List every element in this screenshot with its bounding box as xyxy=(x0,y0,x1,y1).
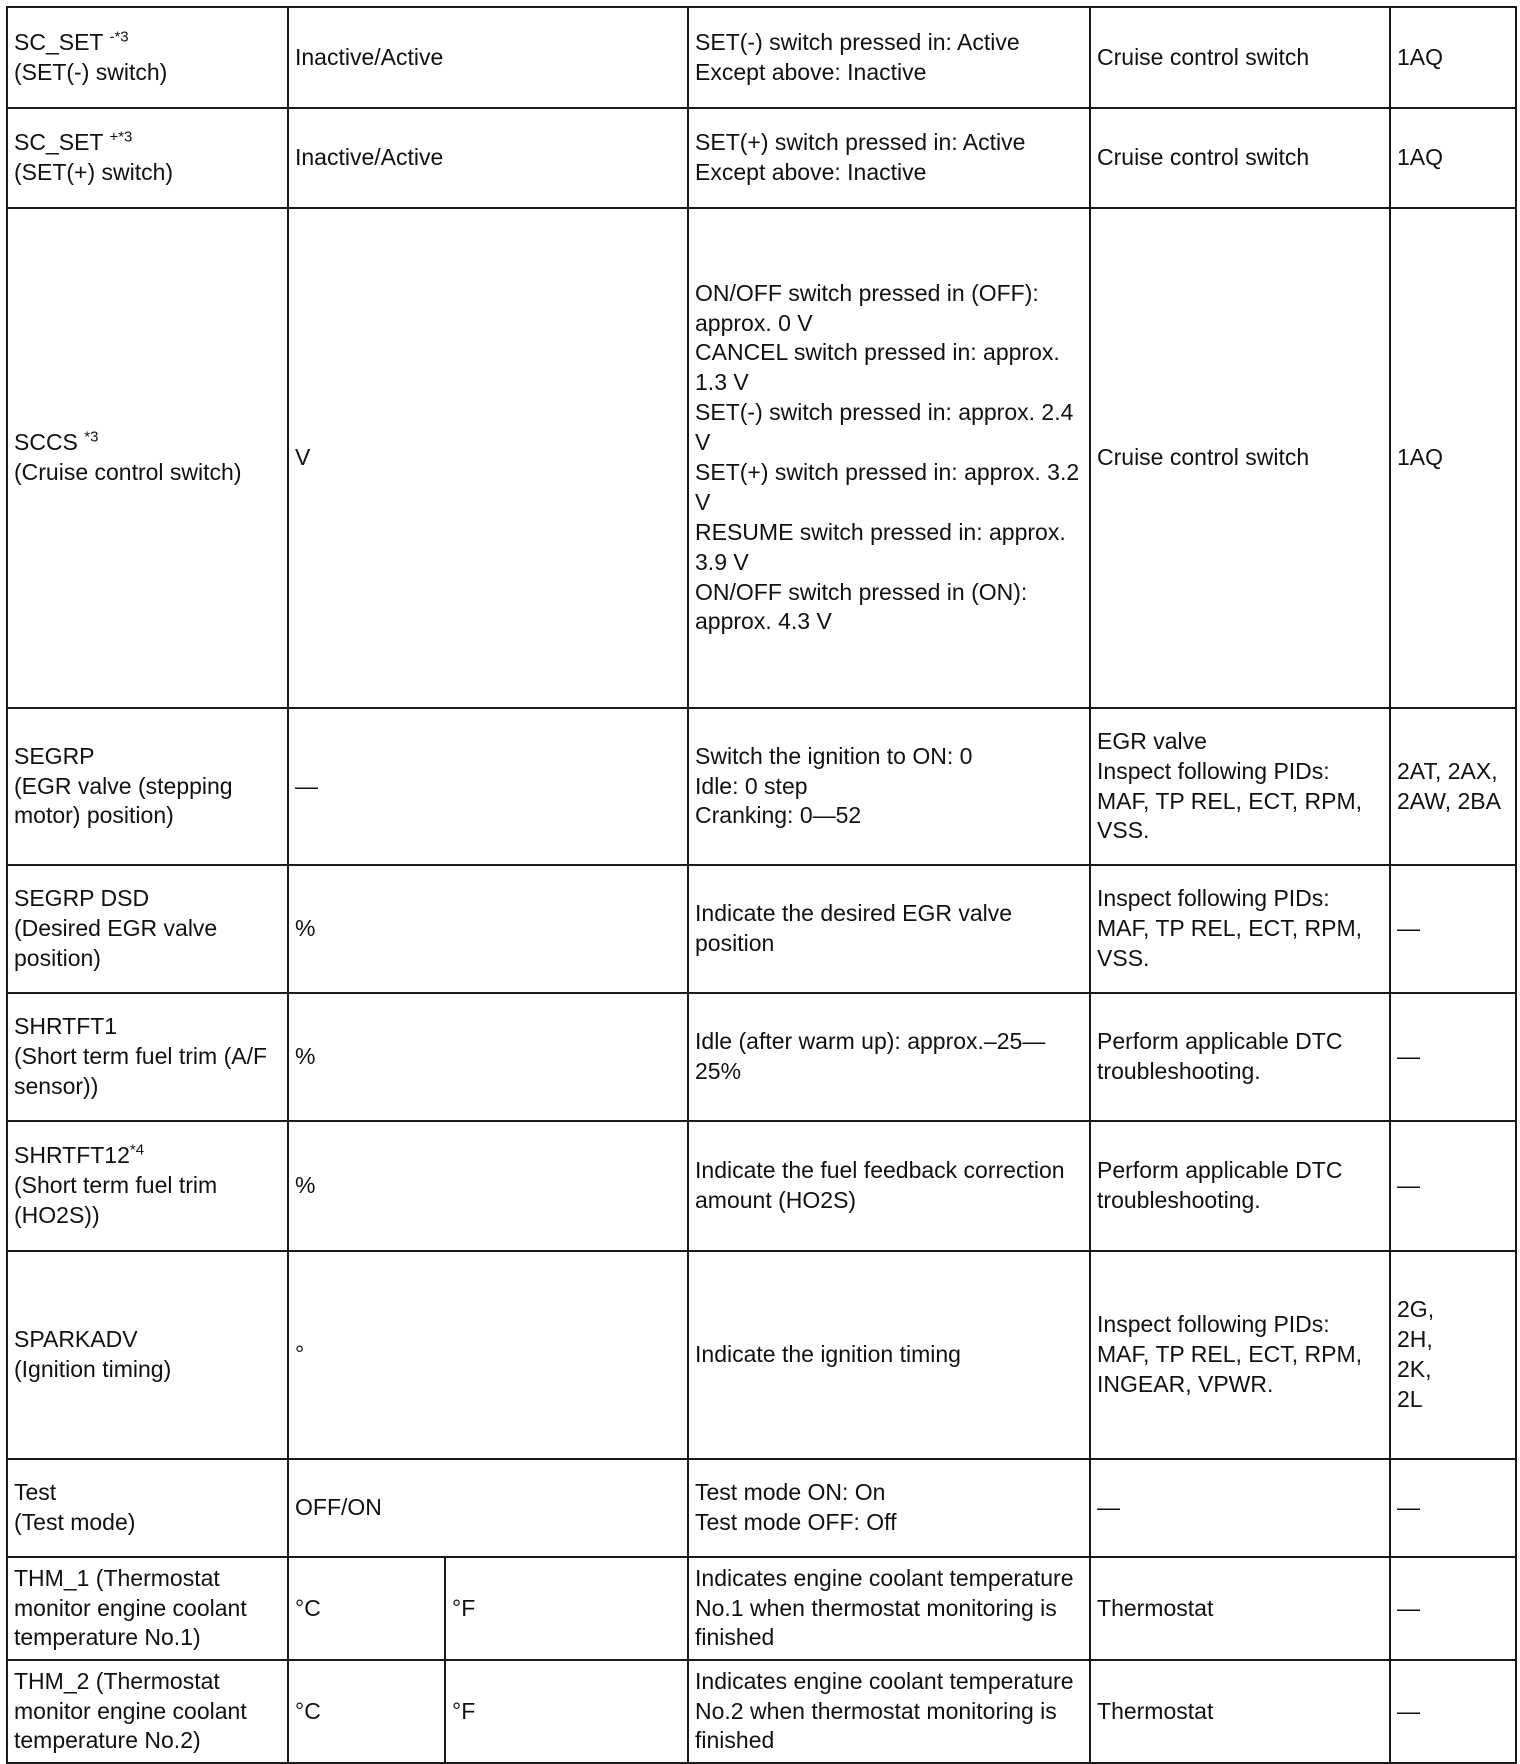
condition-line: Except above: Inactive xyxy=(695,58,927,85)
pid-name-cell xyxy=(7,1251,288,1459)
unit-cell: Inactive/Active xyxy=(288,7,688,108)
pid-name-cell xyxy=(7,1121,288,1251)
condition-cell xyxy=(688,708,1090,865)
footnote-marker: *3 xyxy=(84,428,99,446)
unit-celsius-cell: °C xyxy=(288,1660,445,1763)
pid-name-cell xyxy=(7,993,288,1121)
pid-name: SEGRP xyxy=(14,742,95,769)
condition-line: SET(-) switch pressed in: Active xyxy=(695,28,1020,55)
condition-line: Switch the ignition to ON: 0 xyxy=(695,742,973,769)
pid-name-cell xyxy=(7,708,288,865)
pid-name-cell: THM_1 (Thermostat monitor engine coolant temperature No.1) xyxy=(7,1557,288,1660)
action-cell: Perform applicable DTC troubleshooting. xyxy=(1090,993,1390,1121)
pid-description: (EGR valve (stepping motor) position) xyxy=(14,772,233,829)
table-row xyxy=(7,993,1516,1121)
pid-description: (Desired EGR valve position) xyxy=(14,915,218,971)
pid-name-cell xyxy=(7,865,288,993)
unit-celsius-cell: °C xyxy=(288,1557,445,1660)
terminal-line: 2H, xyxy=(1397,1326,1433,1353)
pid-description: (Cruise control switch) xyxy=(14,459,242,485)
condition-line: SET(-) switch pressed in: approx. 2.4 V xyxy=(695,399,1074,456)
action-cell: Inspect following PIDs: MAF, TP REL, ECT, RPM, INGEAR, VPWR. xyxy=(1090,1251,1390,1459)
table-row xyxy=(7,208,1516,708)
condition-cell xyxy=(688,7,1090,108)
condition-line: SET(+) switch pressed in: Active xyxy=(695,129,1026,156)
unit-fahrenheit-cell: °F xyxy=(445,1660,688,1763)
terminal-cell: 1AQ xyxy=(1390,208,1516,708)
condition-cell xyxy=(688,108,1090,208)
condition-cell xyxy=(688,208,1090,708)
table-row xyxy=(7,1459,1516,1557)
action-cell: Thermostat xyxy=(1090,1557,1390,1660)
unit-cell: ° xyxy=(288,1251,688,1459)
condition-cell: Indicate the ignition timing xyxy=(688,1251,1090,1459)
condition-line: SET(+) switch pressed in: approx. 3.2 V xyxy=(695,459,1080,515)
footnote-marker: -*3 xyxy=(109,27,129,45)
table-row xyxy=(7,7,1516,108)
table-row xyxy=(7,1557,1516,1660)
pid-description: (Short term fuel trim (A/F sensor)) xyxy=(14,1043,268,1099)
pid-name: SHRTFT1 xyxy=(14,1013,118,1040)
table-row xyxy=(7,708,1516,865)
pid-description: (SET(+) switch) xyxy=(14,159,174,185)
pid-description: (SET(-) switch) xyxy=(14,58,168,85)
unit-cell: % xyxy=(288,993,688,1121)
pid-name: SC_SET xyxy=(14,28,104,55)
condition-line: CANCEL switch pressed in: approx. 1.3 V xyxy=(695,339,1060,396)
table-row xyxy=(7,1251,1516,1459)
pid-name-cell xyxy=(7,7,288,108)
pid-name: Test xyxy=(14,1479,57,1506)
condition-cell: Indicate the desired EGR valve position xyxy=(688,865,1090,993)
terminal-cell: 2AT, 2AX, 2AW, 2BA xyxy=(1390,708,1516,865)
action-cell: Cruise control switch xyxy=(1090,108,1390,208)
pid-name-cell xyxy=(7,1459,288,1557)
action-cell: Perform applicable DTC troubleshooting. xyxy=(1090,1121,1390,1251)
terminal-cell: — xyxy=(1390,1557,1516,1660)
pid-name: SEGRP DSD xyxy=(14,885,150,912)
pid-name-cell xyxy=(7,108,288,208)
condition-cell: Idle (after warm up): approx.–25—25% xyxy=(688,993,1090,1121)
terminal-line: 2K, xyxy=(1397,1356,1432,1382)
condition-cell: Indicate the fuel feedback correction amount (HO2S) xyxy=(688,1121,1090,1251)
condition-line: Test mode ON: On xyxy=(695,1479,886,1506)
table-row xyxy=(7,1660,1516,1763)
condition-cell xyxy=(688,1459,1090,1557)
condition-line: ON/OFF switch pressed in (OFF): approx. 0 V xyxy=(695,279,1039,336)
pid-table xyxy=(6,6,1517,1764)
terminal-line: 2L xyxy=(1397,1385,1423,1412)
unit-cell: % xyxy=(288,1121,688,1251)
action-cell xyxy=(1090,708,1390,865)
terminal-cell: — xyxy=(1390,865,1516,993)
unit-fahrenheit-cell: °F xyxy=(445,1557,688,1660)
action-cell: Cruise control switch xyxy=(1090,208,1390,708)
pid-description: (Short term fuel trim (HO2S)) xyxy=(14,1172,218,1228)
pid-name: SHRTFT12 xyxy=(14,1142,130,1169)
terminal-cell: — xyxy=(1390,1459,1516,1557)
terminal-cell: 1AQ xyxy=(1390,108,1516,208)
pid-name: SC_SET xyxy=(14,129,104,156)
table-row xyxy=(7,1121,1516,1251)
pid-name-cell: THM_2 (Thermostat monitor engine coolant temperature No.2) xyxy=(7,1660,288,1763)
terminal-cell: — xyxy=(1390,1660,1516,1763)
unit-cell: — xyxy=(288,708,688,865)
condition-line: Except above: Inactive xyxy=(695,159,927,185)
terminal-line: 2G, xyxy=(1397,1296,1435,1323)
unit-cell: Inactive/Active xyxy=(288,108,688,208)
condition-line: ON/OFF switch pressed in (ON): approx. 4.3 V xyxy=(695,578,1028,635)
pid-name: SCCS xyxy=(14,429,78,456)
pid-description: (Test mode) xyxy=(14,1509,136,1535)
terminal-cell: — xyxy=(1390,1121,1516,1251)
pid-description: (Ignition timing) xyxy=(14,1356,172,1382)
condition-cell: Indicates engine coolant temperature No.1 when thermostat monitoring is finished xyxy=(688,1557,1090,1660)
condition-line: RESUME switch pressed in: approx. 3.9 V xyxy=(695,518,1066,575)
table-row xyxy=(7,865,1516,993)
action-cell: Inspect following PIDs: MAF, TP REL, ECT, RPM, VSS. xyxy=(1090,865,1390,993)
footnote-marker: +*3 xyxy=(109,128,133,146)
condition-line: Idle: 0 step xyxy=(695,772,808,799)
unit-cell: % xyxy=(288,865,688,993)
condition-line: Test mode OFF: Off xyxy=(695,1509,897,1535)
action-line: Inspect following PIDs: MAF, TP REL, ECT, RPM, VSS. xyxy=(1097,757,1362,844)
action-line: EGR valve xyxy=(1097,727,1207,754)
unit-cell: V xyxy=(288,208,688,708)
terminal-cell xyxy=(1390,1251,1516,1459)
unit-cell: OFF/ON xyxy=(288,1459,688,1557)
terminal-cell: 1AQ xyxy=(1390,7,1516,108)
terminal-cell: — xyxy=(1390,993,1516,1121)
condition-cell: Indicates engine coolant temperature No.2 when thermostat monitoring is finished xyxy=(688,1660,1090,1763)
condition-line: Cranking: 0—52 xyxy=(695,802,862,829)
footnote-marker: *4 xyxy=(129,1141,145,1159)
action-cell: Thermostat xyxy=(1090,1660,1390,1763)
table-row xyxy=(7,108,1516,208)
pid-name-cell xyxy=(7,208,288,708)
action-cell: — xyxy=(1090,1459,1390,1557)
action-cell: Cruise control switch xyxy=(1090,7,1390,108)
pid-name: SPARKADV xyxy=(14,1326,138,1353)
